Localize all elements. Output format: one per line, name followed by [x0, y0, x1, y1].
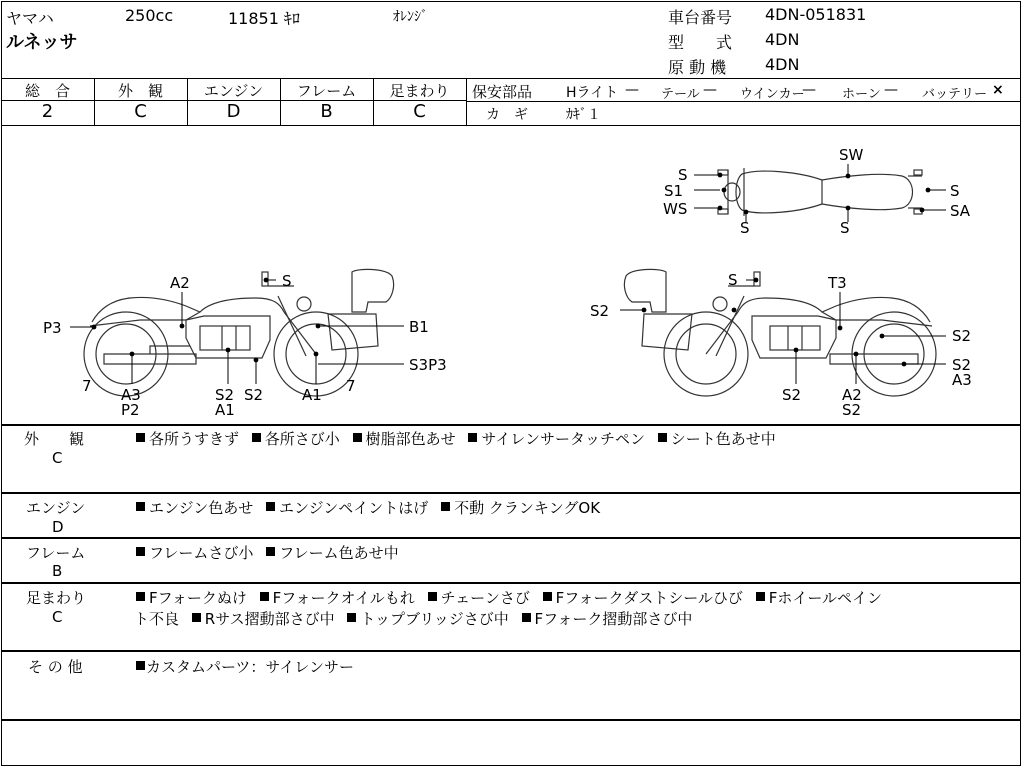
divider	[1, 582, 1021, 584]
label-right: S2	[952, 356, 972, 374]
label-top: S	[740, 219, 750, 237]
label-left: P3	[43, 319, 62, 337]
winker-label: ウインカー	[740, 87, 805, 102]
right-side-bike	[624, 269, 936, 396]
label-left: A2	[170, 274, 190, 292]
divider	[1, 492, 1021, 494]
label-left: P2	[121, 401, 140, 419]
exterior-grade: C	[134, 101, 147, 122]
mileage: 11851 ｷﾛ	[228, 9, 300, 28]
suspension-remarks-line1	[136, 587, 882, 608]
remark: フレームさび小	[149, 544, 254, 562]
label-top: S	[950, 182, 960, 200]
exterior-label: 外 観	[117, 82, 163, 100]
displacement: 250cc	[125, 6, 174, 25]
engine-label: 原 動 機	[668, 58, 727, 77]
safety-label: 保安部品	[472, 83, 533, 101]
remark: トップブリッジさび中	[360, 610, 509, 628]
label-left: S2	[215, 386, 235, 404]
remark: 不動 クランキングOK	[454, 499, 601, 517]
exterior-section-grade: C	[52, 449, 63, 467]
remark: Fホイールペイン	[768, 589, 883, 607]
remark: 樹脂部色あせ	[365, 430, 456, 448]
label-right: S2	[782, 386, 802, 404]
label-left: S	[282, 272, 292, 290]
frame-grade-label: フレーム	[296, 82, 357, 100]
divider	[1, 537, 1021, 539]
label-top: WS	[663, 200, 688, 218]
suspension-section-label: 足まわり	[26, 589, 87, 607]
exterior-section-label: 外 観	[24, 430, 85, 448]
engine-grade-label: エンジン	[203, 82, 264, 100]
frame-no-label: 車台番号	[668, 8, 733, 27]
motorcycle-diagram	[0, 126, 1024, 424]
remark: ト不良	[134, 610, 180, 628]
key-value: ｶｷﾞ１	[566, 107, 601, 123]
label-right: S2	[952, 327, 972, 345]
suspension-remarks-line2	[134, 608, 692, 629]
overall-grade: 2	[41, 101, 54, 122]
frame-grade: B	[320, 101, 333, 122]
remark: カスタムパーツ：サイレンサー	[146, 658, 354, 676]
type-label: 型 式	[668, 33, 733, 52]
remark: Fフォークオイルもれ	[272, 589, 415, 607]
taillight-label: テール	[661, 87, 700, 102]
label-left: 7	[346, 377, 356, 395]
engine-section-label: エンジン	[26, 499, 86, 517]
label-left: A1	[302, 386, 322, 404]
label-top: SW	[839, 146, 864, 164]
remark: チェーンさび	[440, 589, 530, 607]
remark: フレーム色あせ中	[279, 544, 399, 562]
divider	[1, 719, 1021, 721]
headlight-label: Hライト	[566, 85, 619, 101]
top-view-bike	[718, 168, 922, 216]
exterior-remarks	[136, 428, 776, 449]
frame-remarks	[136, 542, 399, 563]
model-name: ルネッサ	[6, 32, 78, 53]
label-top: SA	[950, 202, 971, 220]
taillight-value: —	[703, 82, 717, 98]
remark: サイレンサータッチペン	[481, 430, 645, 448]
winker-value: —	[802, 82, 816, 98]
label-left: A1	[215, 401, 235, 419]
overall-label: 総 合	[24, 82, 70, 100]
engine-remarks	[136, 497, 600, 518]
horn-label: ホーン	[842, 87, 881, 102]
remark: エンジンペイントはげ	[279, 499, 429, 517]
suspension-section-grade: C	[52, 608, 63, 626]
remark: Fフォーク摺動部さび中	[534, 610, 693, 628]
label-right: S2	[842, 401, 862, 419]
other-section-label: そ の 他	[28, 658, 83, 676]
label-right: S	[728, 271, 738, 289]
suspension-grade: C	[413, 101, 426, 122]
remark: 各所さび小	[264, 430, 340, 448]
frame-section-label: フレーム	[26, 544, 86, 562]
label-top: S	[840, 219, 850, 237]
label-left: 7	[82, 377, 92, 395]
suspension-grade-label: 足まわり	[389, 82, 450, 100]
label-left: S3P3	[409, 356, 447, 374]
frame-section-grade: B	[52, 562, 63, 580]
label-left: B1	[409, 318, 429, 336]
label-right: A2	[842, 386, 862, 404]
engine-grade: D	[226, 101, 241, 122]
label-right: S2	[590, 302, 610, 320]
label-top: S	[678, 166, 688, 184]
label-left: A3	[121, 386, 141, 404]
type-value: 4DN	[765, 30, 800, 49]
other-remarks	[136, 656, 354, 677]
engine-value: 4DN	[765, 55, 800, 74]
remark: エンジン色あせ	[149, 499, 254, 517]
divider	[1, 650, 1021, 652]
key-label: カ ギ	[486, 107, 528, 123]
battery-label: バッテリー	[922, 87, 988, 102]
battery-value: ×	[992, 82, 1004, 98]
label-right: T3	[828, 274, 847, 292]
remark: シート色あせ中	[670, 430, 776, 448]
remark: Rサス摺動部さび中	[204, 610, 335, 628]
remark: Fフォークぬけ	[149, 589, 247, 607]
label-left: S2	[244, 386, 264, 404]
divider	[1, 78, 1021, 79]
maker: ヤマハ	[6, 9, 54, 28]
remark: Fフォークダストシールひび	[555, 589, 743, 607]
horn-value: —	[884, 82, 898, 98]
divider	[466, 78, 467, 126]
headlight-value: —	[625, 82, 639, 98]
label-top: S1	[664, 182, 684, 200]
color: ｵﾚﾝｼﾞ	[393, 9, 428, 25]
label-right: A3	[952, 371, 972, 389]
frame-no: 4DN-051831	[765, 5, 867, 24]
divider	[1, 424, 1021, 426]
engine-section-grade: D	[52, 518, 64, 536]
remark: 各所うすきず	[149, 430, 240, 448]
